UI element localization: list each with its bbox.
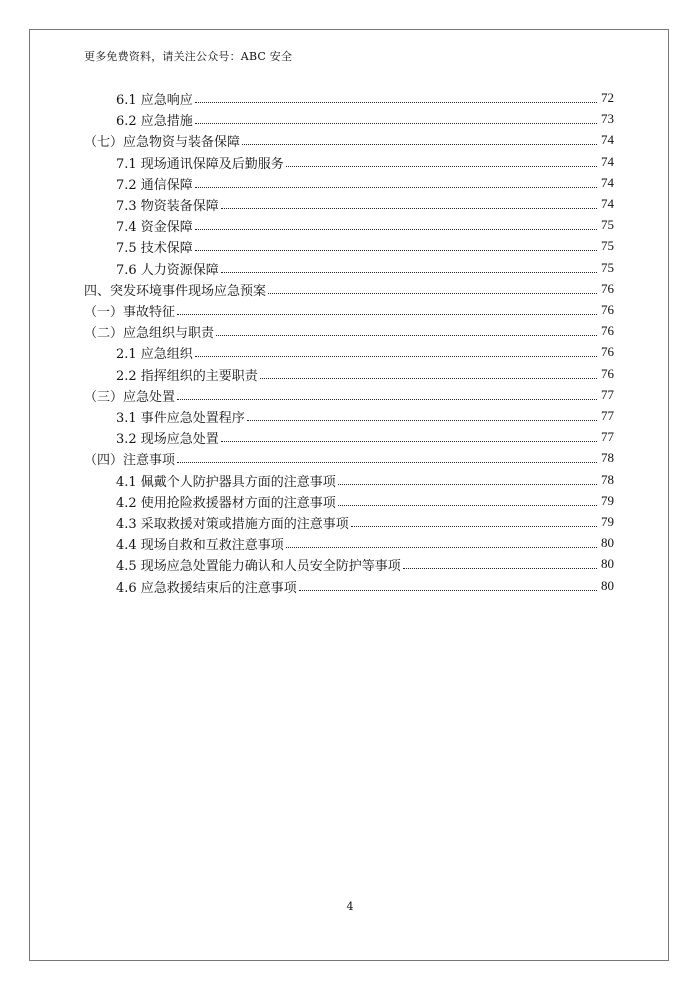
toc-entry-page: 75 <box>601 260 614 275</box>
toc-entry-page: 74 <box>601 154 614 169</box>
toc-entry-page: 80 <box>601 556 614 571</box>
toc-entry[interactable] <box>116 491 614 511</box>
toc-entry-title: （三）应急处置 <box>84 389 176 405</box>
toc-dot-leader <box>242 144 597 145</box>
toc-entry[interactable] <box>84 448 614 468</box>
toc-entry-page: 76 <box>601 302 614 317</box>
toc-entry-page: 79 <box>601 493 614 508</box>
toc-entry[interactable] <box>116 258 614 278</box>
toc-entry[interactable] <box>116 88 614 108</box>
toc-entry-title: 2.1 应急组织 <box>116 346 193 362</box>
toc-dot-leader <box>403 568 597 569</box>
toc-entry[interactable] <box>84 279 614 299</box>
toc-entry[interactable] <box>116 173 614 193</box>
toc-entry-title: 6.2 应急措施 <box>116 113 193 129</box>
toc-entry-page: 74 <box>601 196 614 211</box>
toc-entry-title: 7.3 物资装备保障 <box>116 198 219 214</box>
toc-entry-page: 74 <box>601 175 614 190</box>
toc-entry-page: 74 <box>601 132 614 147</box>
toc-entry-page: 76 <box>601 281 614 296</box>
toc-entry[interactable] <box>116 427 614 447</box>
toc-entry-title: 4.5 现场应急处置能力确认和人员安全防护等事项 <box>116 558 401 574</box>
toc-dot-leader <box>195 123 597 124</box>
toc-dot-leader <box>351 526 597 527</box>
toc-entry[interactable] <box>116 342 614 362</box>
toc-entry[interactable] <box>84 300 614 320</box>
toc-entry-page: 76 <box>601 323 614 338</box>
toc-dot-leader <box>177 462 597 463</box>
toc-entry-title: 3.1 事件应急处置程序 <box>116 410 245 426</box>
toc-entry-title: （二）应急组织与职责 <box>84 325 215 341</box>
toc-entry[interactable] <box>116 576 614 596</box>
toc-entry-title: 4.6 应急救援结束后的注意事项 <box>116 580 297 596</box>
page-number: 4 <box>346 900 354 913</box>
toc-dot-leader <box>286 166 597 167</box>
toc-entry-page: 73 <box>601 111 614 126</box>
toc-entry-title: 3.2 现场应急处置 <box>116 431 219 447</box>
toc-entry-page: 75 <box>601 217 614 232</box>
toc-entry-title: 7.5 技术保障 <box>116 240 193 256</box>
toc-entry[interactable] <box>116 152 614 172</box>
toc-entry[interactable] <box>116 364 614 384</box>
toc-dot-leader <box>195 187 597 188</box>
toc-entry-title: 7.2 通信保障 <box>116 177 193 193</box>
toc-entry[interactable] <box>84 130 614 150</box>
toc-entry-page: 77 <box>601 408 614 423</box>
toc-entry-title: 7.4 资金保障 <box>116 219 193 235</box>
toc-entry[interactable] <box>116 406 614 426</box>
toc-dot-leader <box>216 335 597 336</box>
toc-entry[interactable] <box>116 194 614 214</box>
toc-dot-leader <box>299 590 597 591</box>
toc-entry-page: 80 <box>601 578 614 593</box>
toc-entry-title: 7.6 人力资源保障 <box>116 262 219 278</box>
toc-entry[interactable] <box>116 236 614 256</box>
toc-entry[interactable] <box>116 109 614 129</box>
header-note: 更多免费资料，请关注公众号：ABC 安全 <box>84 50 293 63</box>
toc-dot-leader <box>177 399 597 400</box>
toc-entry-page: 78 <box>601 472 614 487</box>
toc-entry[interactable] <box>84 321 614 341</box>
toc-entry-page: 76 <box>601 366 614 381</box>
toc-dot-leader <box>177 314 597 315</box>
toc-entry[interactable] <box>116 554 614 574</box>
toc-dot-leader <box>221 208 597 209</box>
toc-dot-leader <box>268 293 597 294</box>
toc-entry-title: 6.1 应急响应 <box>116 92 193 108</box>
toc-entry-title: 4.3 采取救援对策或措施方面的注意事项 <box>116 516 349 532</box>
toc-entry-page: 76 <box>601 344 614 359</box>
toc-dot-leader <box>221 272 597 273</box>
toc-dot-leader <box>195 102 597 103</box>
toc-dot-leader <box>221 441 597 442</box>
toc-entry-title: 四、突发环境事件现场应急预案 <box>84 283 267 299</box>
toc-dot-leader <box>338 484 597 485</box>
toc-entry-page: 79 <box>601 514 614 529</box>
toc-dot-leader <box>247 420 597 421</box>
toc-entry-title: （四）注意事项 <box>84 452 176 468</box>
toc-entry-title: 2.2 指挥组织的主要职责 <box>116 368 258 384</box>
toc-dot-leader <box>195 229 597 230</box>
toc-entry-page: 72 <box>601 90 614 105</box>
toc-entry-page: 77 <box>601 429 614 444</box>
toc-entry-title: 7.1 现场通讯保障及后勤服务 <box>116 156 284 172</box>
toc-entry-title: （七）应急物资与装备保障 <box>84 134 241 150</box>
toc-entry-page: 78 <box>601 450 614 465</box>
toc-entry-page: 75 <box>601 238 614 253</box>
toc-entry-title: （一）事故特征 <box>84 304 176 320</box>
toc-dot-leader <box>195 250 597 251</box>
toc-entry-page: 80 <box>601 535 614 550</box>
toc-dot-leader <box>195 356 597 357</box>
toc-entry[interactable] <box>116 533 614 553</box>
toc-dot-leader <box>260 378 597 379</box>
toc-dot-leader <box>286 547 597 548</box>
toc-dot-leader <box>338 505 597 506</box>
toc-entry-page: 77 <box>601 387 614 402</box>
toc-entry[interactable] <box>116 512 614 532</box>
toc-entry-title: 4.1 佩戴个人防护器具方面的注意事项 <box>116 474 336 490</box>
toc-entry[interactable] <box>116 470 614 490</box>
toc-entry[interactable] <box>84 385 614 405</box>
toc-entry[interactable] <box>116 215 614 235</box>
toc-entry-title: 4.2 使用抢险救援器材方面的注意事项 <box>116 495 336 511</box>
toc-entry-title: 4.4 现场自救和互救注意事项 <box>116 537 284 553</box>
